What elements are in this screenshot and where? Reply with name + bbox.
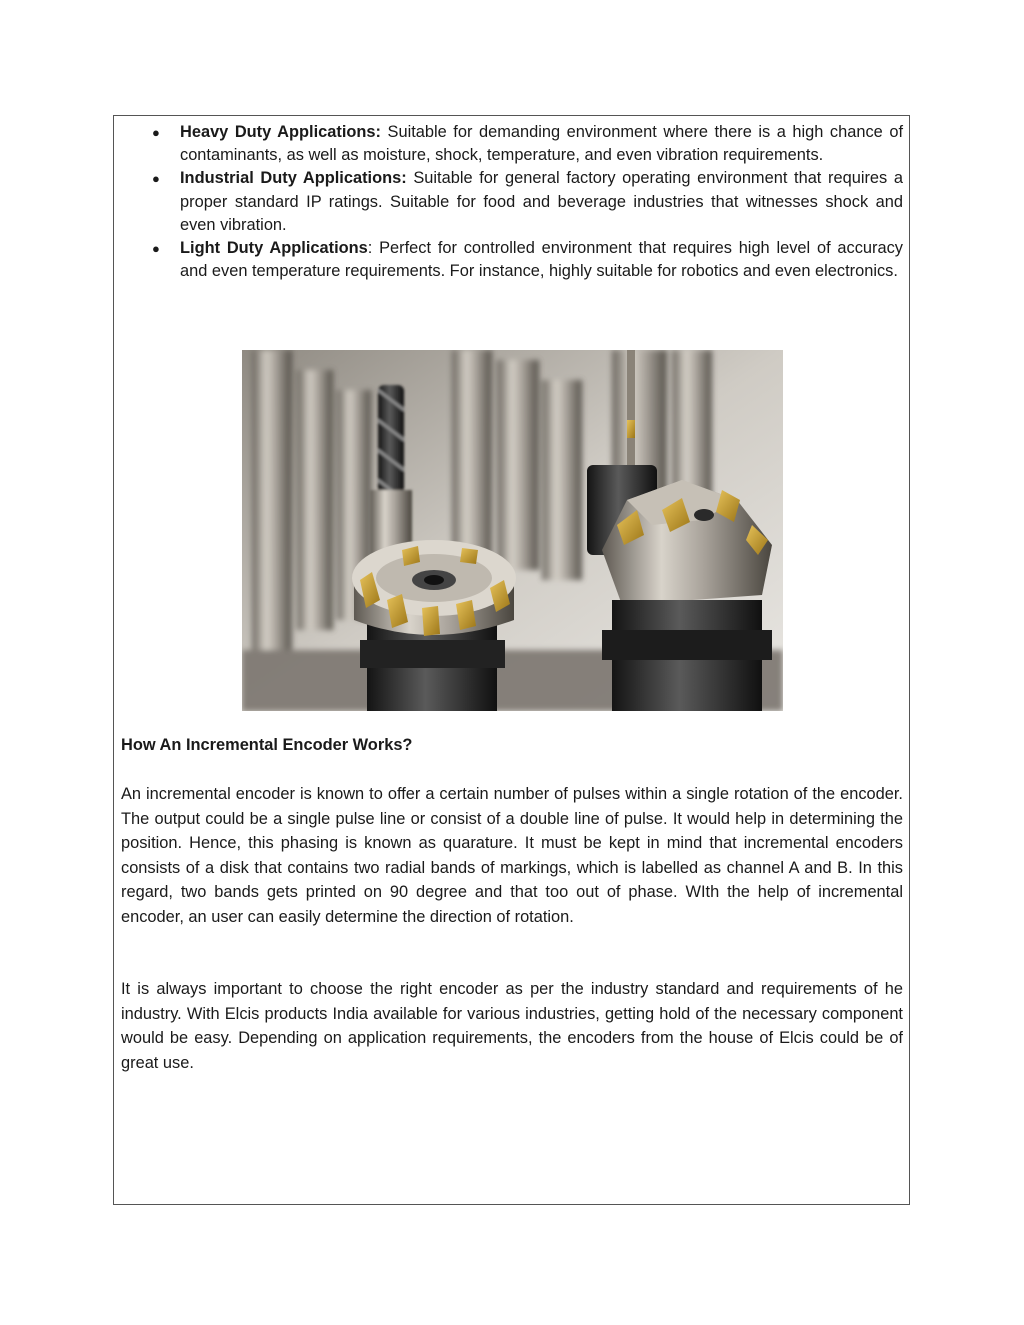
bullet-light-duty — [114, 237, 909, 283]
application-bullet-list — [114, 121, 909, 283]
bullet-text: : Perfect for controlled environment that requires high level of accuracy and even temperature requirements. For instance, highly suitable for robotics and even electronics. — [180, 239, 903, 281]
bullet-industrial-duty — [114, 167, 909, 237]
bullet-dot-icon: ● — [152, 171, 160, 187]
bullet-text: Suitable for general factory operating environment that requires a proper standard IP ratings. Suitable for food and beverage industries that witnesses shock and even vibration. — [180, 169, 903, 234]
bullet-title: Light Duty Applications — [180, 239, 368, 258]
bullet-heavy-duty — [114, 121, 909, 167]
bullet-text: Suitable for demanding environment where there is a high chance of contaminants, as well as moisture, shock, temperature, and even vibration requirements. — [180, 123, 903, 165]
paragraph-choosing-encoder: It is always important to choose the right encoder as per the industry standard and requirements of he industry. With Elcis products India available for various industries, getting hold of the necessary component would be easy. Depending on application requirements, the encoders from the house of Elcis could be of great use. — [121, 980, 903, 1072]
bullet-title: Heavy Duty Applications: — [180, 123, 381, 141]
page-frame — [113, 115, 910, 1205]
milling-tools-photo — [242, 350, 783, 711]
photo-icon — [242, 350, 783, 711]
bullet-dot-icon: ● — [152, 125, 160, 140]
bullet-dot-icon: ● — [152, 241, 160, 257]
bullet-title: Industrial Duty Applications: — [180, 169, 407, 188]
paragraph-incremental-encoder: An incremental encoder is known to offer a certain number of pulses within a single rotation of the encoder. The output could be a single pulse line or consist of a double line of pulse. It would help in determining the position. Hence, this phasing is known as quarature. It must be kept in mind that incremental encoders consists of a disk that contains two radial bands of markings, which is labelled as channel A and B. In this regard, two bands gets printed on 90 degree and that too out of phase. WIth the help of incremental encoder, an user can easily determine the direction of rotation. — [121, 785, 903, 926]
section-heading: How An Incremental Encoder Works? — [121, 736, 413, 754]
